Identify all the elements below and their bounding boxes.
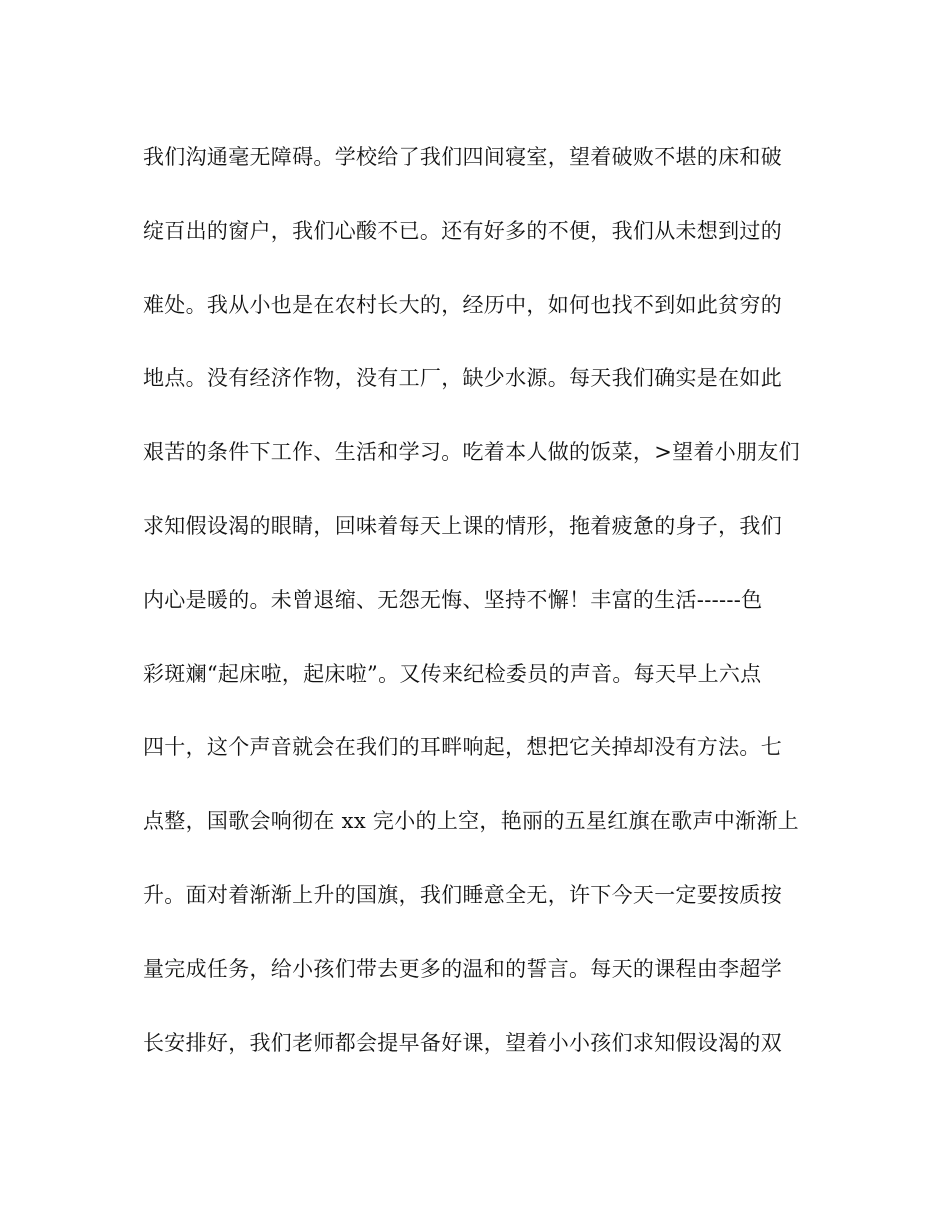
text-line: 点整，国歌会响彻在 xx 完小的上空，艳丽的五星红旗在歌声中渐渐上 bbox=[143, 809, 799, 834]
text-line: 我们沟通毫无障碍。学校给了我们四间寝室，望着破败不堪的床和破 bbox=[143, 145, 782, 169]
text-line: 升。面对着渐渐上升的国旗，我们睡意全无，许下今天一定要按质按 bbox=[143, 882, 782, 907]
text-line: 彩斑斓“起床啦，起床啦”。又传来纪检委员的声音。每天早上六点 bbox=[143, 661, 762, 686]
text-line: 量完成任务，给小孩们带去更多的温和的誓言。每天的课程由李超学 bbox=[143, 956, 782, 981]
text-line: 艰苦的条件下工作、生活和学习。吃着本人做的饭菜，>望着小朋友们 bbox=[143, 440, 800, 465]
text-line: 求知假设渴的眼睛，回味着每天上课的情形，拖着疲惫的身子，我们 bbox=[143, 513, 782, 538]
text-line: 难处。我从小也是在农村长大的，经历中，如何也找不到如此贫穷的 bbox=[143, 292, 782, 317]
body-text bbox=[143, 136, 813, 1095]
text-line: 长安排好，我们老师都会提早备好课，望着小小孩们求知假设渴的双 bbox=[143, 1030, 782, 1055]
text-line: 地点。没有经济作物，没有工厂，缺少水源。每天我们确实是在如此 bbox=[143, 366, 782, 391]
text-line: 绽百出的窗户，我们心酸不已。还有好多的不便，我们从未想到过的 bbox=[143, 218, 782, 243]
text-line: 四十，这个声音就会在我们的耳畔响起，想把它关掉却没有方法。七 bbox=[143, 735, 782, 760]
text-line: 内心是暖的。未曾退缩、无怨无悔、坚持不懈！丰富的生活------色 bbox=[143, 587, 763, 612]
